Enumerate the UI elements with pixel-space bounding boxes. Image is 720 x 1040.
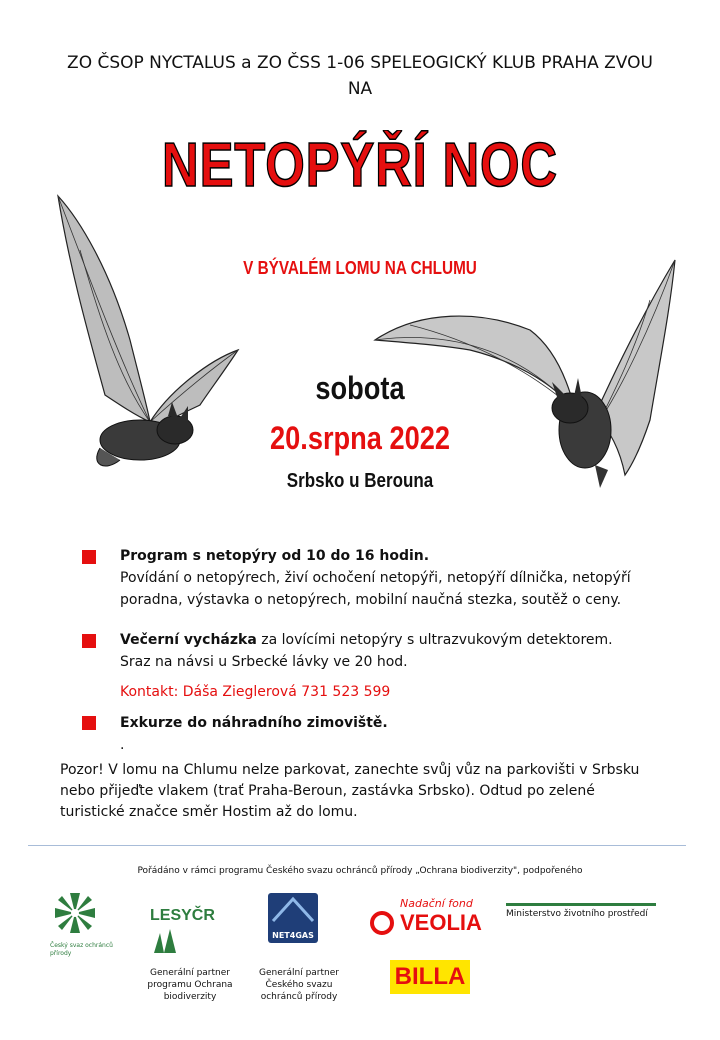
lesy-logo-text: LESYČR <box>150 907 215 924</box>
event-title: NETOPÝŘÍ NOC <box>162 131 558 200</box>
tree-icon <box>150 925 180 955</box>
ministry-logo-bar <box>506 903 656 906</box>
header-line-2: NA <box>347 79 373 99</box>
lesy-partner-caption: Generální partner programu Ochrana biodiverzity <box>147 968 233 1002</box>
lesy-logo <box>150 905 240 955</box>
program-item-heading: Večerní vycházka <box>120 632 257 648</box>
bullet-icon <box>82 716 96 730</box>
divider <box>28 845 686 846</box>
veolia-logo <box>368 897 498 936</box>
veolia-logo-subtitle: Nadační fond <box>400 897 473 910</box>
csop-logo-text: Český svaz ochránců přírody <box>50 942 113 957</box>
program-item <box>120 712 640 756</box>
ministry-logo <box>506 903 666 919</box>
billa-logo-text: BILLA <box>394 963 466 990</box>
event-place: Srbsko u Berouna <box>286 470 434 492</box>
parking-notice: Pozor! V lomu na Chlumu nelze parkovat, zanechte svůj vůz na parkovišti v Srbsku nebo přijeďte vlakem (trať Praha-Beroun, zastávka Srbsko). Odtud po zelené turistické značce směr Hostim až do lomu. <box>60 762 640 820</box>
program-item-text: . <box>120 737 125 753</box>
bullet-icon <box>82 550 96 564</box>
program-item <box>120 545 670 611</box>
program-item-text: za lovícími netopýry s ultrazvukovým detektorem. Sraz na návsi u Srbecké lávky ve 20 hod. <box>120 632 613 670</box>
net4gas-logo-text: NET4GAS <box>272 931 314 940</box>
net4gas-logo <box>268 893 318 943</box>
veolia-circle-icon <box>368 910 396 936</box>
veolia-logo-text: VEOLIA <box>400 910 482 935</box>
csop-flower-icon <box>50 888 100 938</box>
event-date: 20.srpna 2022 <box>270 420 450 456</box>
contact-info: Kontakt: Dáša Zieglerová 731 523 599 <box>120 684 391 700</box>
program-item <box>120 629 640 673</box>
header-line-1: ZO ČSOP NYCTALUS a ZO ČSS 1-06 SPELEOGICKÝ KLUB PRAHA ZVOU <box>67 53 653 73</box>
program-item-heading: Program s netopýry od 10 do 16 hodin. <box>120 548 430 564</box>
ministry-logo-text: Ministerstvo životního prostředí <box>506 909 648 919</box>
bullet-icon <box>82 634 96 648</box>
organizer-note: Pořádáno v rámci programu Českého svazu ochránců přírody „Ochrana biodiverzity", podpořeného <box>137 866 583 876</box>
event-day: sobota <box>315 370 405 406</box>
billa-logo <box>390 960 470 994</box>
event-subtitle: V BÝVALÉM LOMU NA CHLUMU <box>243 258 477 278</box>
net4gas-icon <box>268 893 318 927</box>
program-item-heading: Exkurze do náhradního zimoviště. <box>120 715 388 731</box>
csop-logo <box>50 888 130 957</box>
program-item-text: Povídání o netopýrech, živí ochočení netopýři, netopýří dílnička, netopýří poradna, výstavka o netopýrech, mobilní naučná stezka, soutěž o ceny. <box>120 570 631 608</box>
organizer-header <box>40 50 680 102</box>
net4gas-partner-caption: Generální partner Českého svazu ochránců přírody <box>259 968 339 1002</box>
